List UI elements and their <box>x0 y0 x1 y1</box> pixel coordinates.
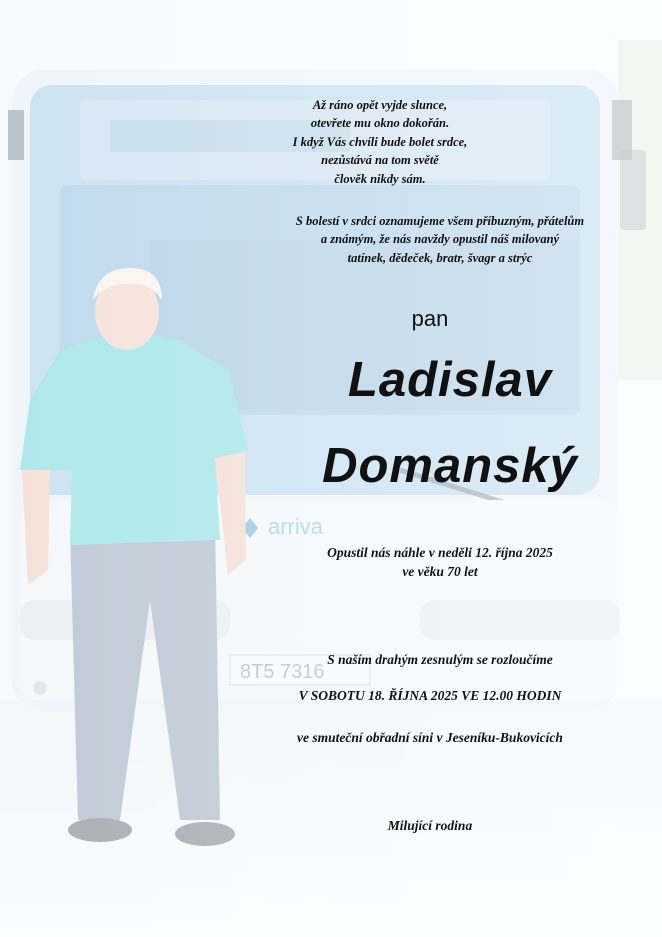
deceased-last-name: Domanský <box>322 439 578 493</box>
memorial-poem <box>240 96 520 188</box>
death-notice <box>250 543 630 581</box>
deceased-first-name: Ladislav <box>347 353 553 407</box>
poem-line: nezůstává na tom světě <box>321 153 439 168</box>
announcement-line: tatínek, dědeček, bratr, švagr a strýc <box>347 250 533 265</box>
ceremony-date: V SOBOTU 18. ŘÍJNA 2025 VE 12.00 HODIN <box>298 688 562 703</box>
announcement-line: S bolestí v srdci oznamujeme všem příbuzným, přátelům <box>295 214 585 228</box>
farewell-text: S naším drahým zesnulým se rozloučíme <box>327 652 553 667</box>
announcement-text <box>250 212 630 267</box>
poem-line: I když Vás chvíli bude bolet srdce, <box>292 134 468 149</box>
age-line: ve věku 70 let <box>402 564 478 579</box>
signature: Milující rodina <box>387 818 473 833</box>
poem-line: otevřete mu okno dokořán. <box>310 116 450 131</box>
poem-line: člověk nikdy sám. <box>334 171 426 186</box>
poem-line: Až ráno opět vyjde slunce, <box>312 98 448 112</box>
death-date-line: Opustil nás náhle v neděli 12. října 2025 <box>327 545 553 560</box>
salutation: pan <box>411 306 449 331</box>
ceremony-place: ve smuteční obřadní síni v Jeseníku-Bukovicích <box>297 730 563 745</box>
announcement-line: a známým, že nás navždy opustil náš milovaný <box>320 232 560 247</box>
